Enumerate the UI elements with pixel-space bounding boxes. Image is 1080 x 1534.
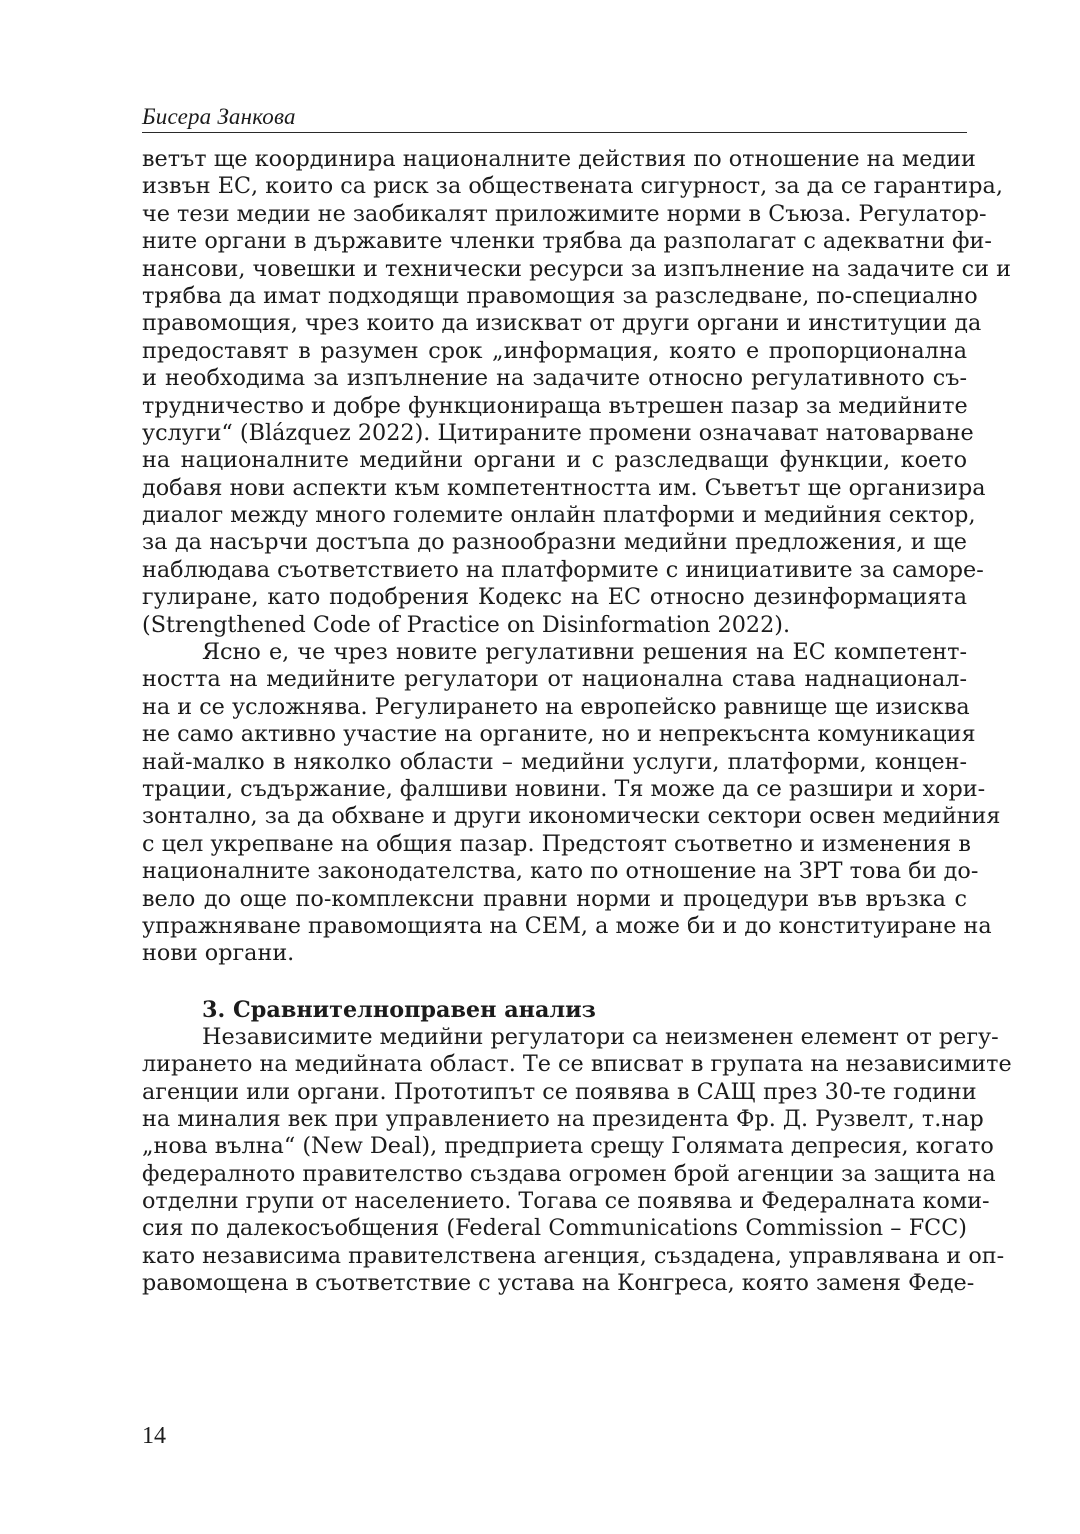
text-line: гулиране, като подобрения Кодекс на ЕС относно дезинформацията [142, 584, 967, 611]
running-head-author: Бисера Занкова [142, 104, 296, 129]
text-line: наблюдава съответствието на платформите с инициативите за саморе- [142, 556, 984, 583]
text-line: федералното правителство създава огромен брой агенции за защита на [142, 1160, 996, 1187]
text-line: отделни групи от населението. Тогава се появява и Федералната коми- [142, 1188, 990, 1215]
text-line: лирането на медийната област. Те се вписват в групата на независимите [142, 1051, 1012, 1078]
text-line: трации, съдържание, фалшиви новини. Тя може да се разшири и хори- [142, 775, 986, 802]
text-line: добавя нови аспекти към компетентността им. Съветът ще организира [142, 474, 986, 501]
running-head [142, 104, 967, 133]
text-line: ветът ще координира националните действия по отношение на медии [142, 146, 976, 172]
text-line: ността на медийните регулатори от национална става наднационал- [142, 666, 967, 693]
text-line: (Strengthened Code of Practice on Disinformation 2022). [142, 611, 791, 638]
text-line: диалог между много големите онлайн платформи и медийния сектор, [142, 502, 976, 529]
text-line: като независима правителствена агенция, създадена, управлявана и оп- [142, 1242, 1005, 1269]
text-line: с цел укрепване на общия пазар. Предстоят съответно и изменения в [142, 830, 971, 857]
text-line: на миналия век при управлението на президента Фр. Д. Рузвелт, т.нар [142, 1105, 984, 1132]
text-line: за да насърчи достъпа до разнообразни медийни предложения, и ще [142, 529, 967, 556]
text-line: и необходима за изпълнение на задачите относно регулативното съ- [142, 365, 967, 392]
text-line: трябва да имат подходящи правомощия за разследване, по-специално [142, 282, 978, 309]
text-line: услуги“ (Blázquez 2022). Цитираните промени означават натоварване [142, 419, 974, 446]
text-line: Ясно е, че чрез новите регулативни решения на ЕС компетент- [202, 639, 967, 666]
text-line: извън ЕС, които са риск за обществената сигурност, за да се гарантира, [142, 173, 1003, 200]
text-line: равомощена в съответствие с устава на Конгреса, която заменя Феде- [142, 1270, 975, 1297]
text-line: упражняване правомощията на СЕМ, а може би и до конституиране на [142, 912, 992, 939]
text-line: правомощия, чрез които да изискват от други органи и институции да [142, 310, 982, 337]
text-line: националните законодателства, като по отношение на ЗРТ това би до- [142, 858, 979, 885]
text-line: вело до още по-комплексни правни норми и процедури във връзка с [142, 885, 967, 912]
text-line: трудничество и добре функционираща вътрешен пазар за медийните [142, 392, 968, 419]
text-line: на и се усложнява. Регулирането на европейско равнище ще изисква [142, 693, 970, 720]
text-line: не само активно участие на органите, но и непрекъснта комуникация [142, 721, 976, 748]
text-line: предоставят в разумен срок „информация, която е пропорционална [142, 337, 967, 364]
text-line: нансови, човешки и технически ресурси за изпълнение на задачите си и [142, 255, 1011, 282]
text-line: на националните медийни органи и с разследващи функции, което [142, 447, 967, 474]
text-line: сия по далекосъобщения (Federal Communications Commission – FCC) [142, 1215, 967, 1242]
text-line: ните органи в държавите членки трябва да разполагат с адекватни фи- [142, 228, 992, 255]
section-spacer [142, 968, 967, 996]
body-text [142, 146, 1012, 1298]
text-line: зонтално, за да обхване и други икономически сектори освен медийния [142, 803, 1001, 830]
page-number: 14 [142, 1423, 166, 1449]
text-line: че тези медии не заобикалят приложимите норми в Съюза. Регулатор- [142, 200, 987, 227]
text-line: нови органи. [142, 940, 295, 967]
section-heading: 3. Сравнителноправен анализ [202, 996, 596, 1023]
text-line: най-малко в няколко области – медийни услуги, платформи, концен- [142, 748, 967, 775]
text-line: „нова вълна“ (New Deal), предприета срещу Голямата депресия, когато [142, 1133, 994, 1160]
text-line: агенции или органи. Прототипът се появява в САЩ през 30-те години [142, 1078, 977, 1105]
text-line: Независимите медийни регулатори са неизменен елемент от регу- [202, 1023, 999, 1050]
